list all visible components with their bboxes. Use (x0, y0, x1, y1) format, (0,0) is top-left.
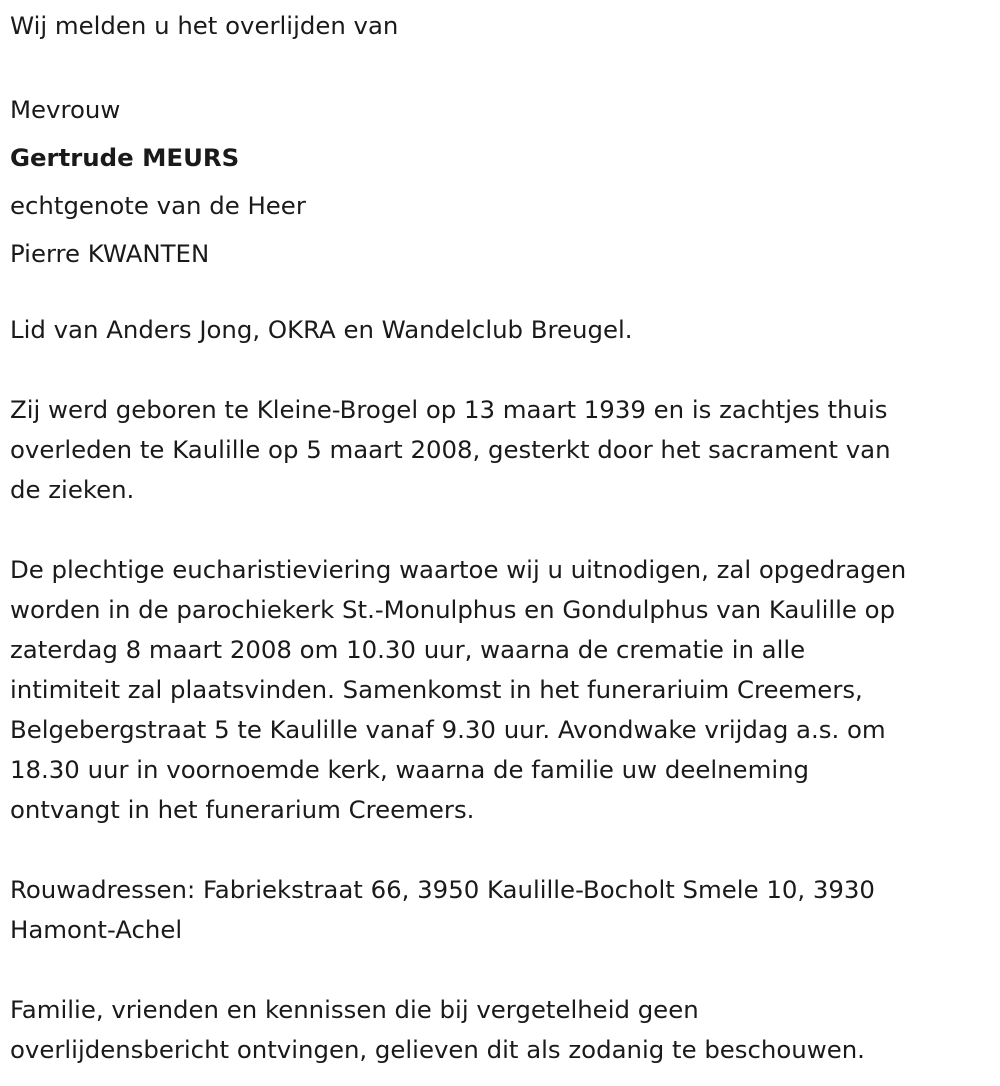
paragraph-line: Belgebergstraat 5 te Kaulille vanaf 9.30 uur. Avondwake vrijdag a.s. om (10, 715, 886, 744)
paragraph-line: 18.30 uur in voornoemde kerk, waarna de familie uw deelneming (10, 755, 810, 784)
paragraph-line: worden in de parochiekerk St.-Monulphus en Gondulphus van Kaulille op (10, 595, 896, 624)
paragraph-line: overleden te Kaulille op 5 maart 2008, gesterkt door het sacrament van (10, 435, 891, 464)
deceased-block (10, 86, 995, 278)
paragraph-line: de zieken. (10, 475, 135, 504)
spouse-name: Pierre KWANTEN (10, 239, 210, 268)
paragraph-line: ontvangt in het funerarium Creemers. (10, 795, 475, 824)
death-notice (10, 6, 995, 1070)
paragraph-line: Zij werd geboren te Kleine-Brogel op 13 maart 1939 en is zachtjes thuis (10, 395, 888, 424)
intro-text: Wij melden u het overlijden van (10, 11, 399, 40)
paragraph-line: Rouwadressen: Fabriekstraat 66, 3950 Kaulille-Bocholt Smele 10, 3930 (10, 875, 875, 904)
deceased-name: Gertrude MEURS (10, 143, 240, 172)
ceremony-paragraph (10, 550, 995, 830)
paragraph-line: overlijdensbericht ontvingen, gelieven dit als zodanig te beschouwen. (10, 1035, 865, 1064)
address-paragraph (10, 870, 995, 950)
relation-text: echtgenote van de Heer (10, 191, 306, 220)
birth-death-paragraph (10, 390, 995, 510)
paragraph-line: zaterdag 8 maart 2008 om 10.30 uur, waarna de crematie in alle (10, 635, 806, 664)
paragraph-line: De plechtige eucharistieviering waartoe wij u uitnodigen, zal opgedragen (10, 555, 907, 584)
paragraph-line: Hamont-Achel (10, 915, 183, 944)
salutation: Mevrouw (10, 95, 121, 124)
paragraph-line: Familie, vrienden en kennissen die bij vergetelheid geen (10, 995, 699, 1024)
membership-text: Lid van Anders Jong, OKRA en Wandelclub Breugel. (10, 315, 633, 344)
paragraph-line: intimiteit zal plaatsvinden. Samenkomst in het funerariuim Creemers, (10, 675, 863, 704)
closing-paragraph (10, 990, 995, 1070)
